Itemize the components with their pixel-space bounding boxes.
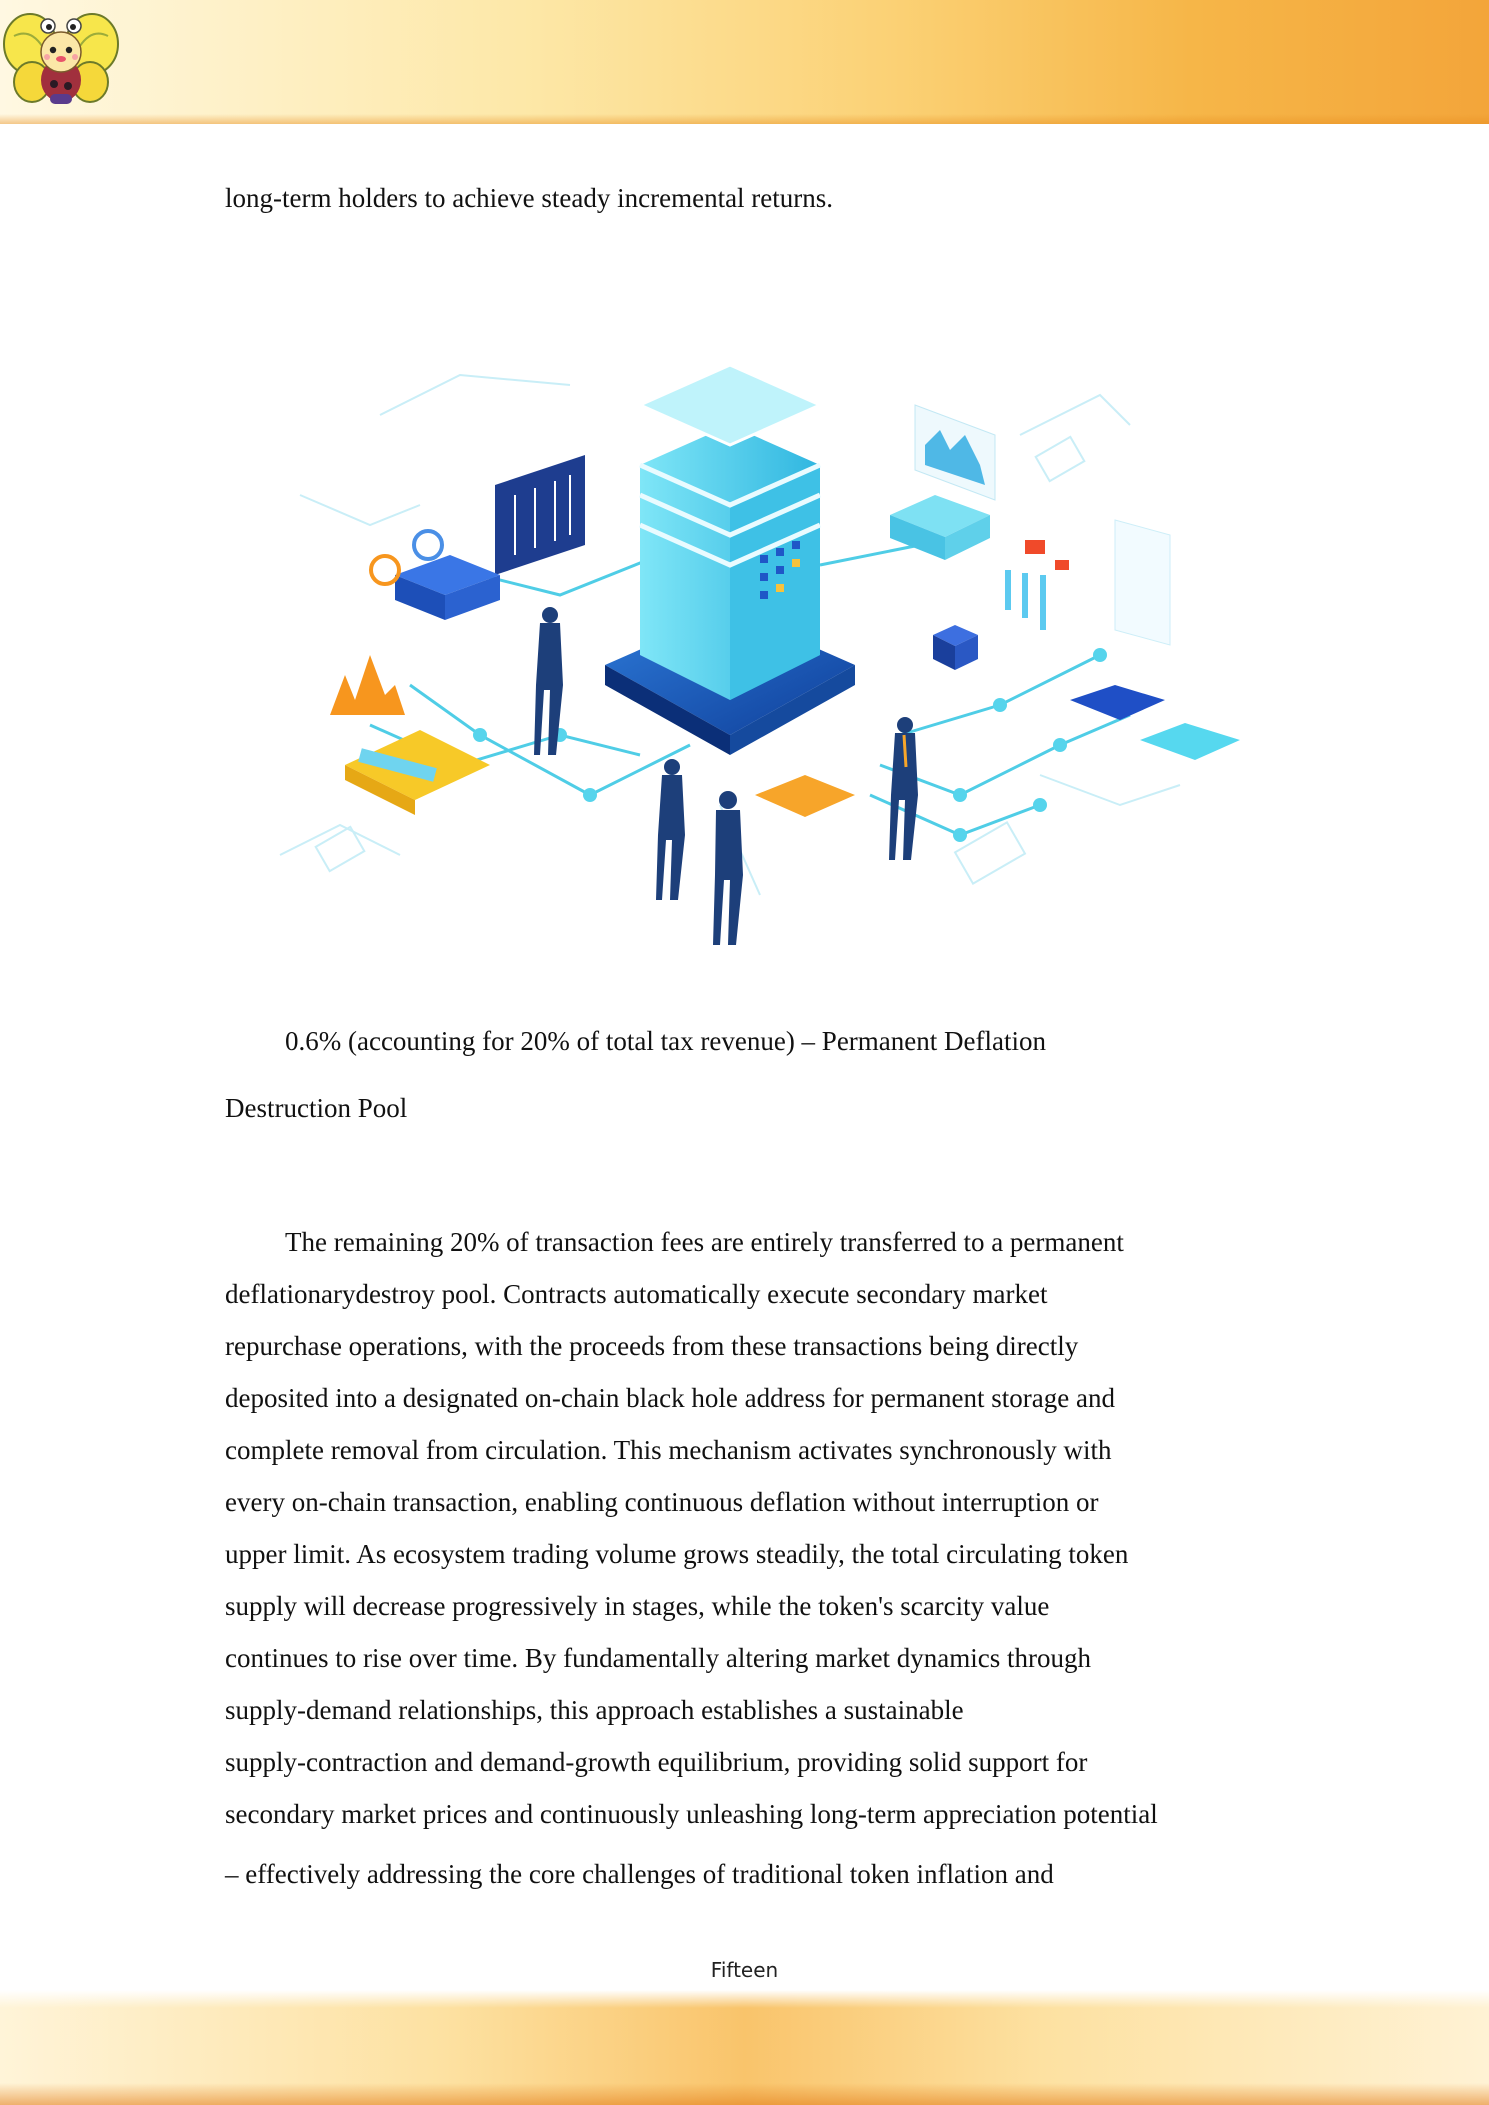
body-line: continues to rise over time. By fundamentally altering market dynamics through [225, 1643, 1092, 1673]
intro-line: long-term holders to achieve steady incremental returns. [225, 183, 834, 213]
body-line: supply-contraction and demand-growth equilibrium, providing solid support for [225, 1747, 1088, 1777]
body-paragraph [225, 1216, 1285, 1900]
body-line: every on-chain transaction, enabling continuous deflation without interruption or [225, 1487, 1099, 1517]
body-line: complete removal from circulation. This mechanism activates synchronously with [225, 1435, 1112, 1465]
butterfly-ladybug-logo-icon [2, 6, 120, 110]
blockchain-server-illustration-icon [260, 355, 1245, 955]
body-line: – effectively addressing the core challenges of traditional token inflation and [225, 1859, 1054, 1889]
section-heading-line2: Destruction Pool [225, 1093, 408, 1123]
body-line: repurchase operations, with the proceeds from these transactions being directly [225, 1331, 1079, 1361]
body-line: deflationarydestroy pool. Contracts automatically execute secondary market [225, 1279, 1048, 1309]
body-line: upper limit. As ecosystem trading volume grows steadily, the total circulating token [225, 1539, 1129, 1569]
page-number: Fifteen [710, 1958, 779, 1982]
body-line: The remaining 20% of transaction fees are entirely transferred to a permanent [285, 1227, 1124, 1257]
body-line: supply-demand relationships, this approach establishes a sustainable [225, 1695, 964, 1725]
body-line: deposited into a designated on-chain black hole address for permanent storage and [225, 1383, 1115, 1413]
body-line: secondary market prices and continuously unleashing long-term appreciation potential [225, 1799, 1158, 1829]
section-heading-line1: 0.6% (accounting for 20% of total tax revenue) – Permanent Deflation [285, 1026, 1046, 1056]
body-line: supply will decrease progressively in stages, while the token's scarcity value [225, 1591, 1050, 1621]
footer-banner [0, 1990, 1489, 2105]
header-banner [0, 0, 1489, 124]
